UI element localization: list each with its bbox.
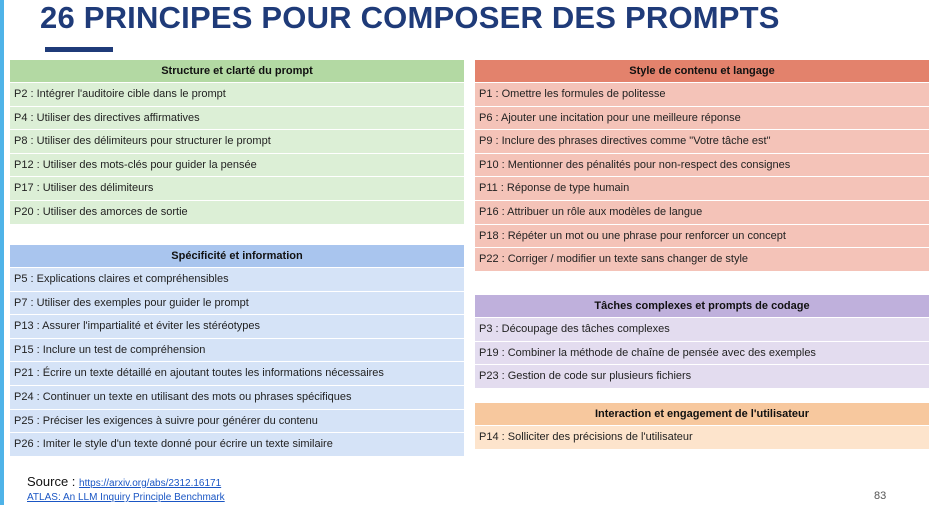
section-structure <box>10 60 464 225</box>
principle-item: P7 : Utiliser des exemples pour guider le prompt <box>10 292 464 316</box>
principle-item: P3 : Découpage des tâches complexes <box>475 318 929 342</box>
principle-item: P21 : Écrire un texte détaillé en ajoutant toutes les informations nécessaires <box>10 362 464 386</box>
principle-item: P14 : Solliciter des précisions de l'utilisateur <box>475 426 929 450</box>
source-label: Source : <box>27 474 76 489</box>
principle-item: P19 : Combiner la méthode de chaîne de pensée avec des exemples <box>475 342 929 366</box>
principle-item: P24 : Continuer un texte en utilisant des mots ou phrases spécifiques <box>10 386 464 410</box>
section-header: Style de contenu et langage <box>475 60 929 83</box>
principle-item: P25 : Préciser les exigences à suivre pour générer du contenu <box>10 410 464 434</box>
principle-item: P11 : Réponse de type humain <box>475 177 929 201</box>
benchmark-link[interactable]: ATLAS: An LLM Inquiry Principle Benchmark <box>27 492 225 503</box>
principle-item: P26 : Imiter le style d'un texte donné pour écrire un texte similaire <box>10 433 464 457</box>
title-underline <box>45 47 113 52</box>
principle-item: P8 : Utiliser des délimiteurs pour structurer le prompt <box>10 130 464 154</box>
section-complex <box>475 295 929 389</box>
section-header: Structure et clarté du prompt <box>10 60 464 83</box>
principle-item: P17 : Utiliser des délimiteurs <box>10 177 464 201</box>
page-title: 26 PRINCIPES POUR COMPOSER DES PROMPTS <box>40 0 780 35</box>
source-link[interactable]: https://arxiv.org/abs/2312.16171 <box>79 478 222 489</box>
section-specificity <box>10 245 464 457</box>
principle-item: P15 : Inclure un test de compréhension <box>10 339 464 363</box>
principle-item: P1 : Omettre les formules de politesse <box>475 83 929 107</box>
principle-item: P23 : Gestion de code sur plusieurs fichiers <box>475 365 929 389</box>
principle-item: P10 : Mentionner des pénalités pour non-respect des consignes <box>475 154 929 178</box>
left-accent-bar <box>0 0 4 505</box>
principle-item: P22 : Corriger / modifier un texte sans changer de style <box>475 248 929 272</box>
page-number: 83 <box>874 490 887 502</box>
principle-item: P16 : Attribuer un rôle aux modèles de langue <box>475 201 929 225</box>
principle-item: P4 : Utiliser des directives affirmatives <box>10 107 464 131</box>
principle-item: P6 : Ajouter une incitation pour une meilleure réponse <box>475 107 929 131</box>
section-header: Interaction et engagement de l'utilisateur <box>475 403 929 426</box>
principle-item: P20 : Utiliser des amorces de sortie <box>10 201 464 225</box>
principle-item: P18 : Répéter un mot ou une phrase pour renforcer un concept <box>475 225 929 249</box>
section-header: Tâches complexes et prompts de codage <box>475 295 929 318</box>
principle-item: P9 : Inclure des phrases directives comme "Votre tâche est" <box>475 130 929 154</box>
principle-item: P13 : Assurer l'impartialité et éviter les stéréotypes <box>10 315 464 339</box>
source-line <box>27 474 221 489</box>
section-style <box>475 60 929 272</box>
principle-item: P5 : Explications claires et compréhensibles <box>10 268 464 292</box>
principle-item: P12 : Utiliser des mots-clés pour guider la pensée <box>10 154 464 178</box>
section-header: Spécificité et information <box>10 245 464 268</box>
section-interaction <box>475 403 929 450</box>
principle-item: P2 : Intégrer l'auditoire cible dans le prompt <box>10 83 464 107</box>
